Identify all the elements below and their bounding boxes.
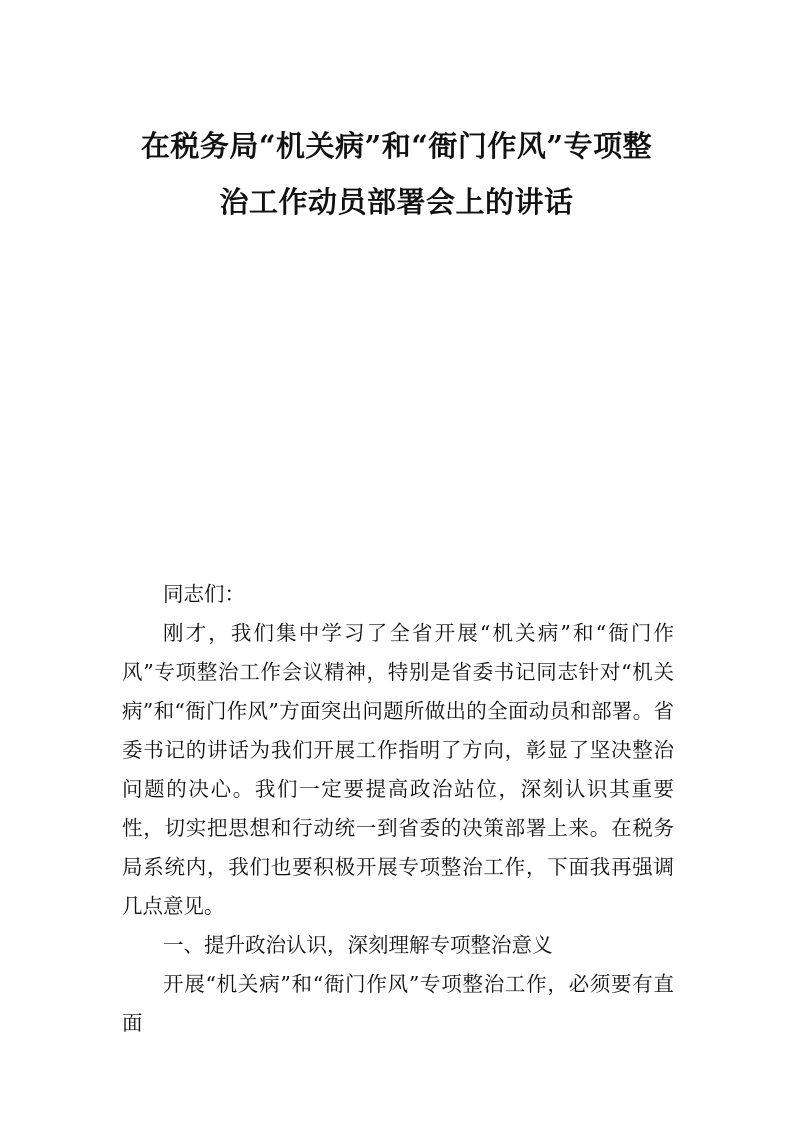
document-body — [122, 575, 674, 1043]
document-title-line-2: 治工作动员部署会上的讲话 — [219, 185, 574, 219]
body-paragraph: 刚才，我们集中学习了全省开展“机关病”和“衙门作风”专项整治工作会议精神，特别是省委书记同志针对“机关病”和“衙门作风”方面突出问题所做出的全面动员和部署。省委书记的讲话为我们开展工作指明了方向，彰显了坚决整治问题的决心。我们一定要提高政治站位，深刻认识其重要性，切实把思想和行动统一到省委的决策部署上来。在税务局系统内，我们也要积极开展专项整治工作，下面我再强调几点意见。 — [122, 621, 674, 918]
document-title — [100, 118, 693, 230]
document-title-line-1: 在税务局“机关病”和“衙门作风”专项整 — [140, 129, 653, 163]
body-paragraph: 开展“机关病”和“衙门作风”专项整治工作，必须要有直面 — [122, 972, 674, 1035]
salutation-paragraph: 同志们： — [163, 582, 245, 606]
section-heading: 一、提升政治认识，深刻理解专项整治意义 — [163, 933, 553, 957]
